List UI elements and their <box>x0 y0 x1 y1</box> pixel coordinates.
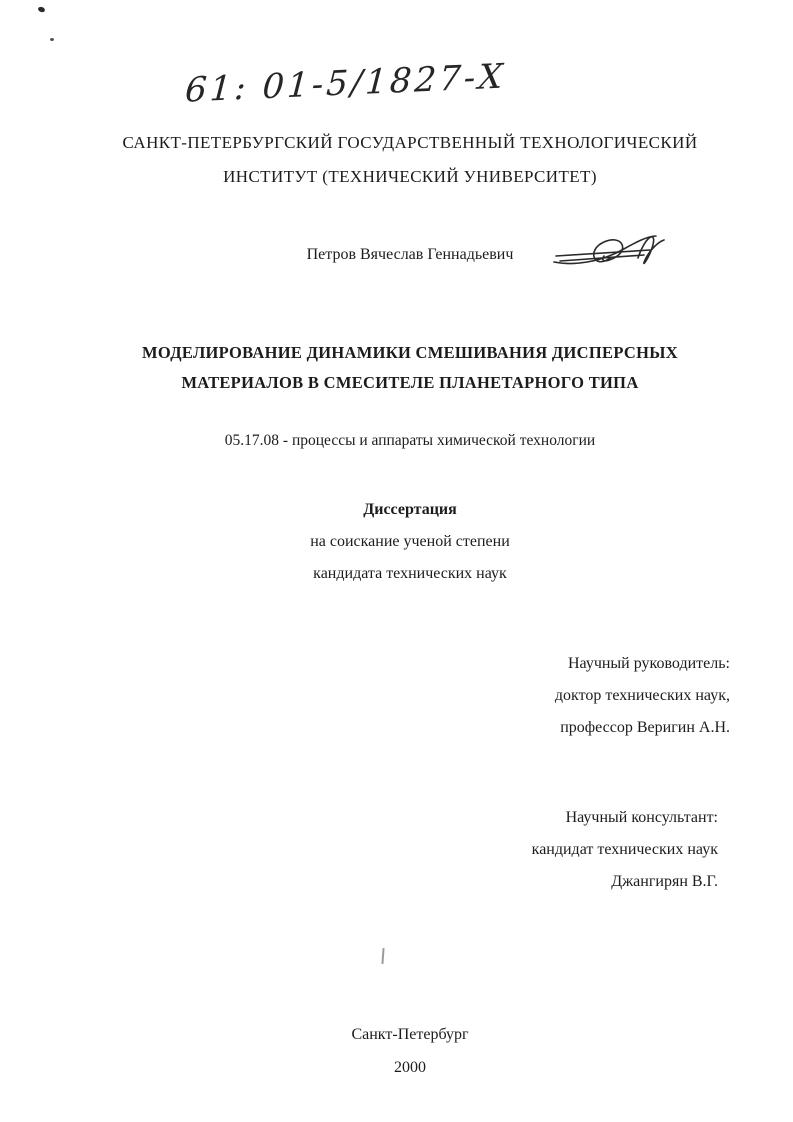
author-row <box>30 246 790 264</box>
consultant-block <box>30 802 790 898</box>
institution-line-2: ИНСТИТУТ (ТЕХНИЧЕСКИЙ УНИВЕРСИТЕТ) <box>223 167 597 186</box>
year: 2000 <box>394 1059 426 1076</box>
degree-block <box>30 494 790 590</box>
specialty-code: 05.17.08 - процессы и аппараты химической технологии <box>224 432 596 449</box>
supervisor-label: Научный руководитель: <box>567 655 730 672</box>
consultant-degree: кандидат технических наук <box>531 841 718 858</box>
inventory-number: 61: 01-5/1827-Х <box>183 56 507 111</box>
consultant-label: Научный консультант: <box>565 809 718 826</box>
scan-artifact-speck <box>50 38 54 41</box>
author-name: Петров Вячеслав Геннадьевич <box>306 246 514 263</box>
consultant-name: Джангирян В.Г. <box>611 873 718 890</box>
scan-artifact-scratch <box>381 948 384 964</box>
institution-name <box>30 126 790 194</box>
dissertation-title <box>30 338 790 398</box>
document-type: Диссертация <box>363 501 457 518</box>
footer-block <box>30 1018 790 1084</box>
supervisor-block <box>30 648 790 744</box>
scan-artifact-speck <box>37 6 45 13</box>
degree-line-1: на соискание ученой степени <box>310 533 510 550</box>
institution-line-1: САНКТ-ПЕТЕРБУРГСКИЙ ГОСУДАРСТВЕННЫЙ ТЕХНОЛОГИЧЕСКИЙ <box>122 133 698 152</box>
title-line-1: МОДЕЛИРОВАНИЕ ДИНАМИКИ СМЕШИВАНИЯ ДИСПЕРСНЫХ <box>142 343 678 362</box>
city: Санкт-Петербург <box>351 1026 469 1043</box>
supervisor-degree: доктор технических наук, <box>554 687 730 704</box>
signature-scribble <box>552 228 667 280</box>
title-line-2: МАТЕРИАЛОВ В СМЕСИТЕЛЕ ПЛАНЕТАРНОГО ТИПА <box>181 373 639 392</box>
degree-line-2: кандидата технических наук <box>313 565 507 582</box>
supervisor-name: профессор Веригин А.Н. <box>560 719 730 736</box>
